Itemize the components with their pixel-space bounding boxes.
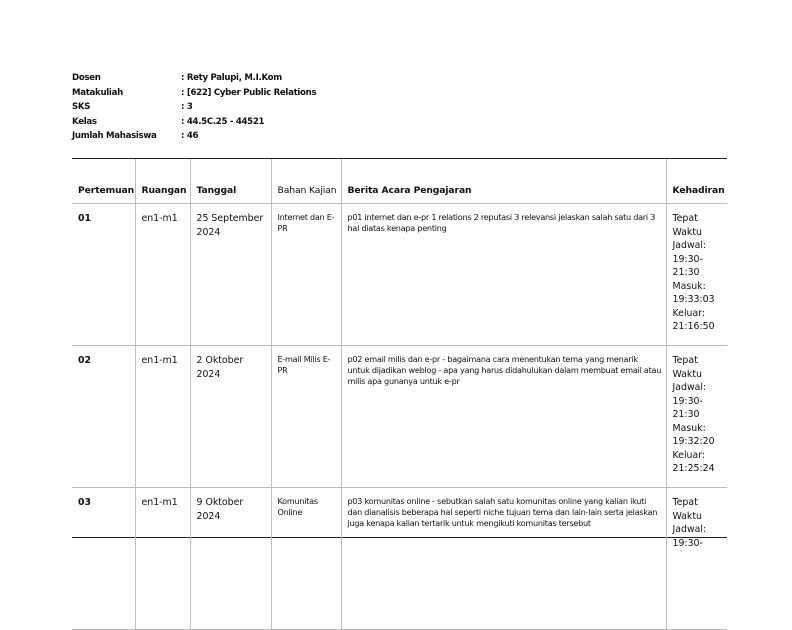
info-label: Dosen bbox=[72, 73, 101, 83]
table-row bbox=[72, 488, 727, 630]
info-row-jumlah-mahasiswa bbox=[72, 129, 472, 144]
kehadiran-line: 19:30- bbox=[672, 253, 703, 265]
column-header-kehadiran: Kehadiran bbox=[666, 159, 727, 204]
info-row-matakuliah bbox=[72, 86, 472, 101]
kehadiran-line: Tepat bbox=[672, 497, 698, 508]
cell-pertemuan: 03 bbox=[72, 488, 135, 630]
kehadiran-line: Tepat bbox=[672, 213, 698, 224]
info-row-sks bbox=[72, 100, 472, 115]
kehadiran-line: 21:16:50 bbox=[672, 321, 715, 332]
info-value: : Rety Palupi, M.I.Kom bbox=[181, 73, 282, 83]
kehadiran-line: 21:30 bbox=[672, 267, 700, 278]
cell-tanggal: 25 September 2024 bbox=[190, 204, 271, 346]
attendance-table bbox=[72, 159, 727, 630]
kehadiran-line: Waktu bbox=[672, 510, 702, 522]
kehadiran-line: Tepat bbox=[672, 355, 698, 366]
info-row-kelas bbox=[72, 115, 472, 130]
column-header-bahan-kajian: Bahan Kajian bbox=[271, 159, 341, 204]
cell-berita-acara: p02 email milis dan e-pr - bagaimana cara menentukan tema yang menarik untuk dijadikan weblog - apa yang harus didahulukan dalam membuat email atau milis apa gunanya untuk e-pr bbox=[341, 346, 666, 488]
column-header-tanggal: Tanggal bbox=[190, 159, 271, 204]
info-row-dosen bbox=[72, 71, 472, 86]
info-label: Kelas bbox=[72, 116, 97, 127]
column-header-pertemuan: Pertemuan bbox=[72, 159, 135, 204]
cell-kehadiran bbox=[666, 488, 727, 630]
column-header-ruangan: Ruangan bbox=[135, 159, 190, 204]
cell-pertemuan: 01 bbox=[72, 204, 135, 346]
cell-berita-acara: p01 internet dan e-pr 1 relations 2 reputasi 3 relevansi jelaskan salah satu dari 3 hal diatas kenapa penting bbox=[341, 204, 666, 346]
kehadiran-line: 19:33:03 bbox=[672, 294, 715, 305]
cell-pertemuan: 02 bbox=[72, 346, 135, 488]
info-value: : [622] Cyber Public Relations bbox=[181, 87, 317, 98]
kehadiran-line: 19:30- bbox=[672, 537, 703, 549]
info-label: SKS bbox=[72, 102, 91, 113]
kehadiran-line: Jadwal: bbox=[672, 240, 707, 251]
cell-bahan-kajian: Internet dan E-PR bbox=[271, 204, 341, 346]
kehadiran-line: 21:30 bbox=[672, 409, 700, 420]
cell-kehadiran bbox=[666, 346, 727, 488]
info-label: Matakuliah bbox=[72, 87, 123, 98]
kehadiran-line: 21:25:24 bbox=[672, 463, 715, 474]
cell-tanggal: 9 Oktober 2024 bbox=[190, 488, 271, 630]
kehadiran-line: Jadwal: bbox=[672, 524, 707, 535]
info-value: : 3 bbox=[181, 102, 193, 113]
cell-ruangan: en1-m1 bbox=[135, 204, 190, 346]
kehadiran-line: 19:30- bbox=[672, 395, 703, 407]
kehadiran-line: Keluar: bbox=[672, 307, 706, 319]
cell-ruangan: en1-m1 bbox=[135, 488, 190, 630]
kehadiran-line: Waktu bbox=[672, 226, 702, 238]
cell-bahan-kajian: E-mail Milis E-PR bbox=[271, 346, 341, 488]
info-value: : 44.5C.25 - 44521 bbox=[181, 116, 265, 127]
cell-bahan-kajian: Komunitas Online bbox=[271, 488, 341, 630]
info-value: : 46 bbox=[181, 131, 199, 142]
cell-ruangan: en1-m1 bbox=[135, 346, 190, 488]
kehadiran-line: 19:32:20 bbox=[672, 436, 715, 447]
kehadiran-line: Waktu bbox=[672, 368, 702, 380]
course-info bbox=[72, 71, 472, 144]
column-header-berita-acara: Berita Acara Pengajaran bbox=[341, 159, 666, 204]
kehadiran-line: Jadwal: bbox=[672, 382, 707, 393]
table-row bbox=[72, 204, 727, 346]
table-header-row bbox=[72, 159, 727, 204]
cell-berita-acara: p03 komunitas online - sebutkan salah satu komunitas online yang kalian ikuti dan dianalisis beberapa hal seperti niche tujuan tema dan lain-lain serta jelaskan juga kenapa kalian tertarik untuk mengikuti komunitas tersebut bbox=[341, 488, 666, 630]
cell-tanggal: 2 Oktober 2024 bbox=[190, 346, 271, 488]
attendance-table-container bbox=[72, 158, 727, 549]
kehadiran-line: Keluar: bbox=[672, 449, 706, 461]
info-label: Jumlah Mahasiswa bbox=[72, 131, 157, 142]
cell-kehadiran bbox=[666, 204, 727, 346]
table-row bbox=[72, 346, 727, 488]
kehadiran-line: Masuk: bbox=[672, 422, 706, 434]
kehadiran-line: Masuk: bbox=[672, 280, 706, 292]
